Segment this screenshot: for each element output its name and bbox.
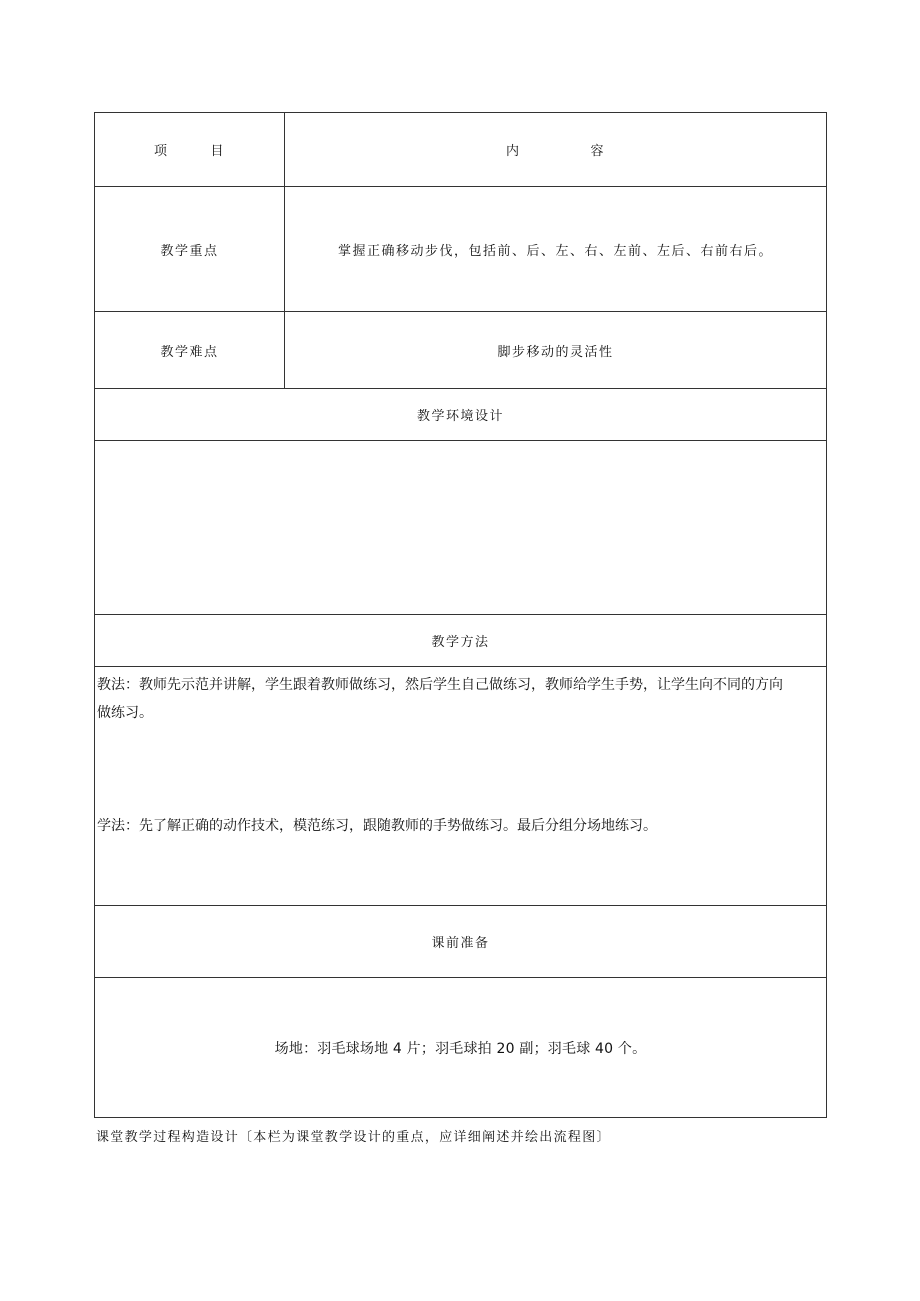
environment-content-row (95, 441, 827, 615)
preparation-title: 课前准备 (95, 906, 827, 978)
header-item-char-1: 项 (153, 144, 169, 159)
lesson-plan-table (94, 112, 827, 1118)
methods-title-row (95, 615, 827, 667)
teaching-method-line-2: 做练习。 (97, 705, 153, 721)
preparation-title-row (95, 906, 827, 978)
key-points-content: 掌握正确移动步伐，包括前、后、左、右、左前、左后、右前右后。 (285, 187, 827, 312)
header-content-cell (285, 113, 827, 187)
teaching-method-line-1: 教法：教师先示范并讲解，学生跟着教师做练习，然后学生自己做练习，教师给学生手势，让学生向不同的方向 (97, 677, 783, 693)
header-row (95, 113, 827, 187)
key-points-label: 教学重点 (95, 187, 285, 312)
learning-method (96, 812, 822, 840)
environment-title: 教学环境设计 (95, 389, 827, 441)
environment-content (95, 441, 827, 615)
methods-title: 教学方法 (95, 615, 827, 667)
methods-content (95, 667, 827, 906)
header-content-char-2: 容 (590, 144, 606, 159)
teaching-method (96, 671, 822, 727)
footer-note: 课堂教学过程构造设计〔本栏为课堂教学设计的重点，应详细阐述并绘出流程图〕 (96, 1130, 611, 1145)
header-item-cell (95, 113, 285, 187)
header-item-char-2: 目 (210, 144, 226, 159)
environment-title-row (95, 389, 827, 441)
preparation-content-row (95, 978, 827, 1118)
difficulties-row (95, 312, 827, 389)
key-points-row (95, 187, 827, 312)
preparation-content: 场地：羽毛球场地 4 片；羽毛球拍 20 副；羽毛球 40 个。 (95, 978, 827, 1118)
difficulties-label: 教学难点 (95, 312, 285, 389)
methods-content-row (95, 667, 827, 906)
difficulties-content: 脚步移动的灵活性 (285, 312, 827, 389)
learning-method-line: 学法：先了解正确的动作技术，模范练习，跟随教师的手势做练习。最后分组分场地练习。 (97, 818, 657, 834)
header-content-char-1: 内 (505, 144, 521, 159)
